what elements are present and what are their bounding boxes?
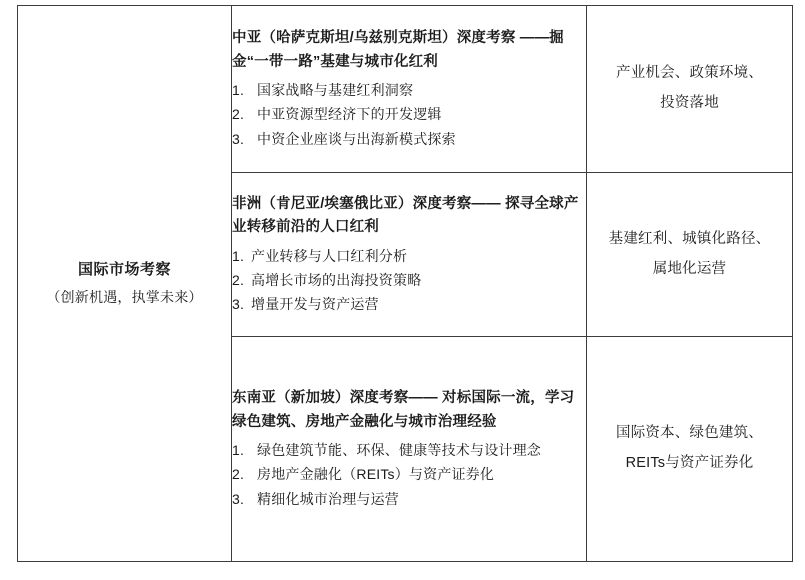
- list-item-text: 房地产金融化（REITs）与资产证券化: [257, 466, 495, 483]
- list-item-number: 2.: [232, 271, 245, 288]
- list-item-text: 增量开发与资产运营: [251, 296, 379, 313]
- list-item-number: 1.: [232, 247, 245, 264]
- program-table: [17, 5, 793, 562]
- list-item-number: 3.: [232, 296, 245, 313]
- detail-list: [232, 244, 586, 316]
- detail-cell: [232, 337, 587, 562]
- outcome-line: REITs与资产证券化: [625, 455, 754, 471]
- outcome-line: 基建红利、城镇化路径、: [608, 230, 771, 247]
- list-item-text: 国家战略与基建红利洞察: [257, 82, 414, 99]
- detail-list: [232, 78, 586, 150]
- category-cell: [18, 6, 232, 562]
- list-item-text: 中资企业座谈与出海新模式探索: [257, 130, 456, 147]
- detail-heading: [232, 27, 586, 74]
- list-item-text: 绿色建筑节能、环保、健康等技术与设计理念: [257, 442, 541, 459]
- list-item: [232, 127, 586, 151]
- list-item: [232, 462, 586, 486]
- detail-heading-line2: ——掘金“一带一路”基建与城市化红利: [232, 30, 564, 70]
- detail-heading: [232, 387, 586, 434]
- document-page: [0, 5, 805, 580]
- category-title: 国际市场考察: [77, 260, 171, 278]
- list-item-number: 3.: [232, 130, 245, 147]
- list-item: [232, 438, 586, 462]
- outcome-cell: [587, 6, 793, 173]
- list-item-number: 1.: [232, 82, 245, 99]
- list-item: [232, 244, 586, 268]
- list-item-number: 2.: [232, 106, 245, 123]
- list-item-text: 精细化城市治理与运营: [257, 490, 399, 507]
- detail-heading: [232, 193, 586, 240]
- list-item: [232, 78, 586, 102]
- outcome-cell: [587, 173, 793, 337]
- detail-heading-line1: 非洲（肯尼亚/埃塞俄比亚）深度考察——: [232, 195, 501, 212]
- outcome-cell: [587, 337, 793, 562]
- outcome-line: 属地化运营: [652, 260, 727, 277]
- detail-heading-line2: 探寻全球产业转移前沿的人口红利: [232, 195, 579, 236]
- outcome-line: 投资落地: [660, 95, 719, 111]
- list-item-text: 产业转移与人口红利分析: [251, 247, 408, 264]
- detail-heading-line1: 中亚（哈萨克斯坦/乌兹别克斯坦）深度考察: [232, 30, 516, 47]
- list-item-number: 1.: [232, 442, 245, 459]
- category-subtitle: （创新机遇，执掌未来）: [46, 289, 203, 306]
- detail-heading-line1: 东南亚（新加坡）深度考察——: [232, 390, 438, 407]
- list-item: [232, 487, 586, 511]
- list-item-text: 中亚资源型经济下的开发逻辑: [257, 106, 442, 123]
- detail-cell: [232, 173, 587, 337]
- list-item-text: 高增长市场的出海投资策略: [251, 271, 422, 288]
- outcome-line: 国际资本、绿色建筑、: [616, 425, 763, 442]
- list-item-number: 2.: [232, 466, 245, 483]
- list-item: [232, 268, 586, 292]
- table-row: [18, 6, 793, 173]
- outcome-line: 产业机会、政策环境、: [616, 65, 763, 82]
- list-item-number: 3.: [232, 490, 245, 507]
- detail-cell: [232, 6, 587, 173]
- detail-heading-line2: 对标国际一流，学习绿色建筑、房地产金融化与城市治理经验: [232, 390, 575, 430]
- detail-list: [232, 438, 586, 510]
- list-item: [232, 292, 586, 316]
- list-item: [232, 102, 586, 126]
